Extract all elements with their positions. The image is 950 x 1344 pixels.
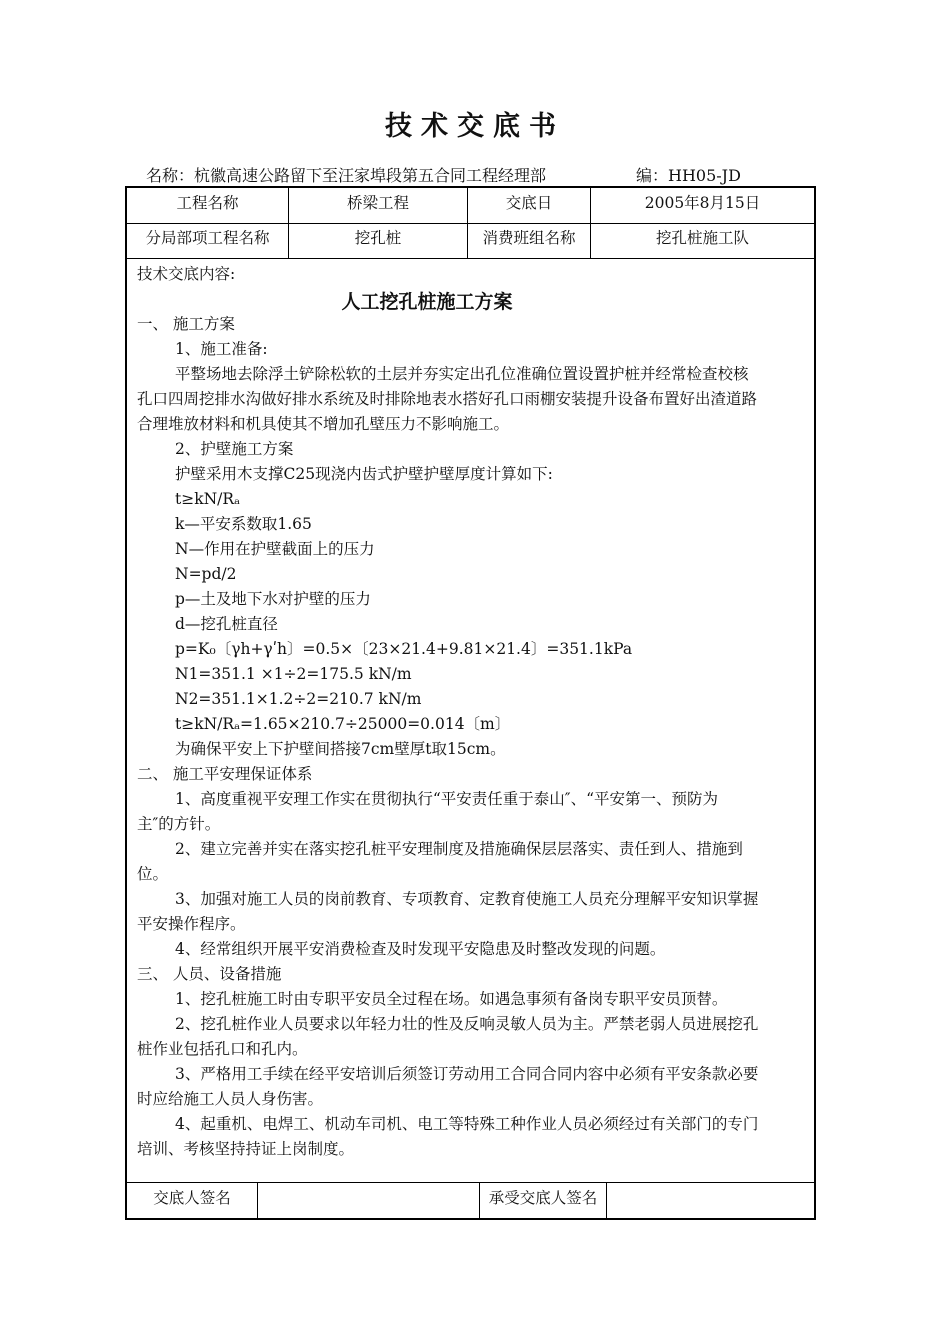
formula-line: p—土及地下水对护壁的压力 [175, 590, 371, 608]
section-heading: 三、 人员、设备措施 [137, 965, 282, 983]
header-row-1 [127, 188, 814, 224]
formula-line: N=pd/2 [175, 565, 237, 583]
header-row-2 [127, 223, 814, 259]
paragraph-line: 桩作业包括孔口和孔内。 [137, 1040, 308, 1058]
content-label: 技术交底内容: [137, 265, 236, 283]
paragraph-line: 3、严格用工手续在经平安培训后须签订劳动用工合同合同内容中必须有平安条款必要 [175, 1065, 759, 1083]
paragraph-line: 平整场地去除浮土铲除松软的土层并夯实定出孔位准确位置设置护桩并经常检查校核 [175, 365, 749, 383]
sub-project-value: 挖孔桩 [289, 223, 468, 258]
section-heading: 二、 施工平安理保证体系 [137, 765, 313, 783]
paragraph-line: 2、建立完善并实在落实挖孔桩平安理制度及措施确保层层落实、责任到人、措施到 [175, 840, 743, 858]
paragraph-line: 4、起重机、电焊工、机动车司机、电工等特殊工种作业人员必须经过有关部门的专门 [175, 1115, 759, 1133]
paragraph-line: 合理堆放材料和机具使其不增加孔壁压力不影响施工。 [137, 415, 510, 433]
section-heading: 一、 施工方案 [137, 315, 235, 333]
paragraph-line: 时应给施工人员人身伤害。 [137, 1090, 324, 1108]
sub-project-header: 分局部项工程名称 [127, 223, 289, 258]
formula-line: t≥kN/Rₐ [175, 490, 241, 508]
document-code: 编：HH05-JD [636, 166, 741, 185]
subsection-heading: 2、护壁施工方案 [175, 440, 294, 458]
paragraph-line: 位。 [137, 865, 169, 883]
discloser-signature-label: 交底人签名 [127, 1183, 258, 1219]
paragraph-line: 4、经常组织开展平安消费检查及时发现平安隐患及时整改发现的问题。 [175, 940, 666, 958]
disclosure-date-header: 交底日 [468, 188, 591, 223]
receiver-signature-label: 承受交底人签名 [480, 1183, 607, 1219]
paragraph-line: 培训、考核坚持持证上岗制度。 [137, 1140, 355, 1158]
team-name-value: 挖孔桩施工队 [655, 229, 749, 247]
document-title: 技术交底书 [385, 111, 565, 142]
formula-line: k—平安系数取1.65 [175, 515, 312, 533]
project-name-label: 名称：杭徽高速公路留下至汪家埠段第五合同工程经理部 [146, 166, 547, 185]
paragraph-line: 1、挖孔桩施工时由专职平安员全过程在场。如遇急事须有备岗专职平安员顶替。 [175, 990, 728, 1008]
receiver-signature-field[interactable] [607, 1183, 814, 1219]
formula-line: t≥kN/Rₐ=1.65×210.7÷25000=0.014〔m〕 [175, 715, 511, 733]
formula-line: d—挖孔桩直径 [175, 615, 278, 633]
project-name-value: 桥梁工程 [289, 188, 468, 223]
subsection-heading: 1、施工准备: [175, 340, 268, 358]
paragraph-line: 3、加强对施工人员的岗前教育、专项教育、定教育使施工人员充分理解平安知识掌握 [175, 890, 759, 908]
paragraph-line: 为确保平安上下护壁间搭接7cm壁厚t取15cm。 [175, 740, 506, 758]
paragraph-line: 孔口四周挖排水沟做好排水系统及时排除地表水搭好孔口雨棚安装提升设备布置好出渣道路 [137, 390, 758, 408]
disclosure-form [125, 186, 816, 1220]
formula-line: N2=351.1×1.2÷2=210.7 kN/m [175, 690, 422, 708]
team-name-header: 消费班组名称 [468, 223, 591, 258]
formula-line: N1=351.1 ×1÷2=175.5 kN/m [175, 665, 412, 683]
paragraph-line: 护壁采用木支撑C25现浇内齿式护壁护壁厚度计算如下: [175, 465, 553, 483]
formula-line: p=K₀〔γh+γʹh〕=0.5×〔23×21.4+9.81×21.4〕=351.1kPa [175, 640, 633, 658]
disclosure-date-value: 2005年8月15日 [644, 194, 761, 212]
paragraph-line: 1、高度重视平安理工作实在贯彻执行“平安责任重于泰山″、“平安第一、预防为 [175, 790, 719, 808]
paragraph-line: 平安操作程序。 [137, 915, 246, 933]
plan-subtitle: 人工挖孔桩施工方案 [341, 291, 513, 313]
paragraph-line: 2、挖孔桩作业人员要求以年轻力壮的性及反响灵敏人员为主。严禁老弱人员进展挖孔 [175, 1015, 759, 1033]
discloser-signature-field[interactable] [258, 1183, 480, 1219]
paragraph-line: 主″的方针。 [137, 815, 221, 833]
signature-row [127, 1182, 814, 1219]
formula-line: N—作用在护壁截面上的压力 [175, 540, 375, 558]
project-name-header: 工程名称 [127, 188, 289, 223]
